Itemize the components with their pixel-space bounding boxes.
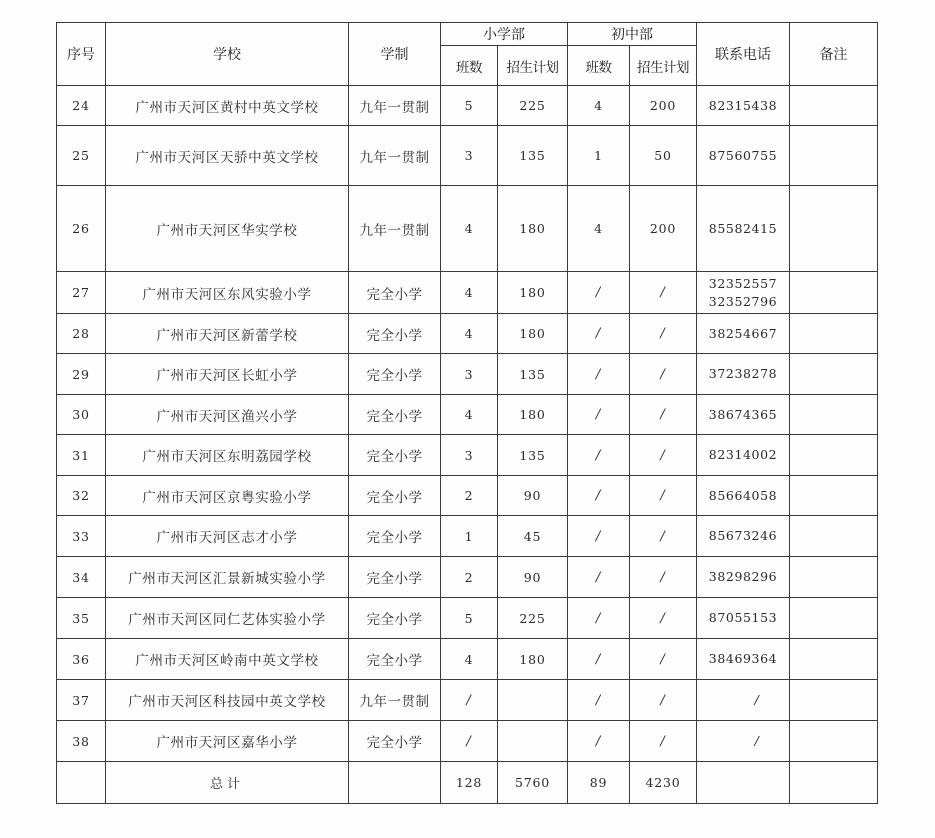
school-name-cell: 广州市天河区新蕾学校 [106, 314, 349, 354]
seq-cell: 24 [57, 86, 106, 126]
phone-cell [697, 314, 790, 354]
header-phone: 联系电话 [697, 23, 790, 86]
junior-plan-cell: / [630, 314, 697, 354]
school-name-cell: 广州市天河区黄村中英文学校 [106, 86, 349, 126]
junior-classes-cell: / [568, 516, 630, 557]
table-row [57, 680, 878, 721]
primary-classes-cell: 4 [441, 395, 498, 435]
school-system-cell: 九年一贯制 [349, 680, 441, 721]
junior-plan-cell: / [630, 395, 697, 435]
junior-classes-cell: / [568, 598, 630, 639]
table-row [57, 557, 878, 598]
junior-plan-cell: / [630, 516, 697, 557]
seq-cell: 25 [57, 126, 106, 186]
primary-classes-cell: 4 [441, 272, 498, 314]
primary-plan-cell: 180 [498, 272, 568, 314]
junior-classes-cell: 4 [568, 86, 630, 126]
school-system-cell: 九年一贯制 [349, 126, 441, 186]
total-phone-cell [697, 762, 790, 804]
phone-number: / [754, 692, 760, 707]
primary-plan-cell: 45 [498, 516, 568, 557]
school-system-cell: 完全小学 [349, 557, 441, 598]
primary-plan-cell: 135 [498, 435, 568, 476]
primary-plan-cell [498, 721, 568, 762]
remark-cell [790, 126, 878, 186]
seq-cell: 29 [57, 354, 106, 395]
primary-classes-cell: 4 [441, 314, 498, 354]
school-name-cell: 广州市天河区嘉华小学 [106, 721, 349, 762]
table-row [57, 86, 878, 126]
school-name-cell: 广州市天河区汇景新城实验小学 [106, 557, 349, 598]
phone-cell [697, 476, 790, 516]
junior-classes-cell: / [568, 557, 630, 598]
primary-classes-cell: 5 [441, 598, 498, 639]
seq-cell: 35 [57, 598, 106, 639]
junior-classes-cell: / [568, 314, 630, 354]
school-system-cell: 完全小学 [349, 395, 441, 435]
primary-classes-cell: 2 [441, 476, 498, 516]
seq-cell: 34 [57, 557, 106, 598]
remark-cell [790, 639, 878, 680]
school-system-cell: 完全小学 [349, 598, 441, 639]
primary-plan-cell: 180 [498, 639, 568, 680]
phone-number: 37238278 [708, 366, 778, 381]
junior-classes-cell: / [568, 435, 630, 476]
primary-classes-cell: 3 [441, 435, 498, 476]
seq-cell: 28 [57, 314, 106, 354]
table-row [57, 272, 878, 314]
phone-number: 87560755 [708, 147, 778, 163]
remark-cell [790, 557, 878, 598]
primary-plan-cell: 225 [498, 598, 568, 639]
header-junior: 初中部 [568, 23, 697, 46]
junior-plan-cell: 50 [630, 126, 697, 186]
phone-cell [697, 557, 790, 598]
remark-cell [790, 435, 878, 476]
remark-cell [790, 476, 878, 516]
school-system-cell: 完全小学 [349, 476, 441, 516]
primary-classes-cell: 2 [441, 557, 498, 598]
header-junior-plan: 招生计划 [630, 46, 697, 86]
school-system-cell: 完全小学 [349, 435, 441, 476]
school-system-cell: 完全小学 [349, 639, 441, 680]
total-primary-plan: 5760 [498, 762, 568, 804]
seq-cell: 36 [57, 639, 106, 680]
phone-cell [697, 598, 790, 639]
table-row [57, 476, 878, 516]
total-remark-cell [790, 762, 878, 804]
table-row [57, 354, 878, 395]
school-system-cell: 完全小学 [349, 721, 441, 762]
school-name-cell: 广州市天河区京粤实验小学 [106, 476, 349, 516]
seq-cell: 33 [57, 516, 106, 557]
table-row [57, 435, 878, 476]
seq-cell: 31 [57, 435, 106, 476]
phone-number: 32352557 [708, 275, 778, 291]
primary-plan-cell: 90 [498, 476, 568, 516]
phone-cell [697, 680, 790, 721]
header-school: 学校 [106, 23, 349, 86]
header-remark: 备注 [790, 23, 878, 86]
primary-classes-cell: 3 [441, 126, 498, 186]
school-name-cell: 广州市天河区科技园中英文学校 [106, 680, 349, 721]
seq-cell: 32 [57, 476, 106, 516]
phone-cell [697, 272, 790, 314]
phone-number: 32352796 [708, 293, 778, 309]
school-system-cell: 九年一贯制 [349, 186, 441, 272]
remark-cell [790, 186, 878, 272]
junior-plan-cell: 200 [630, 186, 697, 272]
phone-cell [697, 516, 790, 557]
seq-cell: 37 [57, 680, 106, 721]
phone-cell [697, 86, 790, 126]
primary-classes-cell: / [441, 721, 498, 762]
junior-classes-cell: / [568, 639, 630, 680]
school-system-cell: 九年一贯制 [349, 86, 441, 126]
junior-classes-cell: / [568, 721, 630, 762]
school-name-cell: 广州市天河区渔兴小学 [106, 395, 349, 435]
remark-cell [790, 680, 878, 721]
phone-number: 38254667 [708, 325, 778, 341]
junior-plan-cell: / [630, 680, 697, 721]
phone-number: 82314002 [708, 447, 778, 462]
junior-classes-cell: 1 [568, 126, 630, 186]
phone-number: 87055153 [708, 610, 778, 625]
school-name-cell: 广州市天河区岭南中英文学校 [106, 639, 349, 680]
remark-cell [790, 86, 878, 126]
school-name-cell: 广州市天河区志才小学 [106, 516, 349, 557]
table-row [57, 516, 878, 557]
header-primary: 小学部 [441, 23, 568, 46]
phone-number: / [754, 733, 760, 748]
total-system-cell [349, 762, 441, 804]
phone-number: 38674365 [708, 406, 778, 422]
junior-plan-cell: / [630, 557, 697, 598]
school-name-cell: 广州市天河区长虹小学 [106, 354, 349, 395]
school-name-cell: 广州市天河区华实学校 [106, 186, 349, 272]
primary-plan-cell: 180 [498, 186, 568, 272]
total-label: 总计 [106, 762, 349, 804]
school-name-cell: 广州市天河区同仁艺体实验小学 [106, 598, 349, 639]
remark-cell [790, 354, 878, 395]
primary-plan-cell: 180 [498, 395, 568, 435]
table-row [57, 126, 878, 186]
seq-cell: 38 [57, 721, 106, 762]
phone-number: 82315438 [708, 97, 778, 113]
remark-cell [790, 314, 878, 354]
table-row [57, 395, 878, 435]
junior-plan-cell: / [630, 639, 697, 680]
table-row [57, 721, 878, 762]
phone-cell [697, 126, 790, 186]
total-row [57, 762, 878, 804]
total-junior-classes: 89 [568, 762, 630, 804]
seq-cell: 27 [57, 272, 106, 314]
primary-classes-cell: 4 [441, 639, 498, 680]
header-seq: 序号 [57, 23, 106, 86]
table-body [57, 86, 878, 762]
phone-number: 85582415 [708, 220, 778, 236]
school-system-cell: 完全小学 [349, 354, 441, 395]
primary-classes-cell: / [441, 680, 498, 721]
primary-plan-cell: 90 [498, 557, 568, 598]
total-junior-plan: 4230 [630, 762, 697, 804]
header-system: 学制 [349, 23, 441, 86]
seq-cell: 30 [57, 395, 106, 435]
junior-plan-cell: / [630, 476, 697, 516]
junior-classes-cell: / [568, 272, 630, 314]
junior-plan-cell: / [630, 354, 697, 395]
header-primary-classes: 班数 [441, 46, 498, 86]
primary-classes-cell: 3 [441, 354, 498, 395]
junior-plan-cell: / [630, 721, 697, 762]
table-row [57, 639, 878, 680]
enrollment-table [56, 22, 878, 804]
phone-number: 85673246 [708, 528, 778, 543]
table-row [57, 314, 878, 354]
junior-plan-cell: / [630, 272, 697, 314]
junior-classes-cell: 4 [568, 186, 630, 272]
seq-cell: 26 [57, 186, 106, 272]
phone-cell [697, 354, 790, 395]
remark-cell [790, 598, 878, 639]
phone-cell [697, 395, 790, 435]
junior-classes-cell: / [568, 476, 630, 516]
phone-cell [697, 186, 790, 272]
junior-plan-cell: / [630, 598, 697, 639]
phone-cell [697, 721, 790, 762]
junior-classes-cell: / [568, 395, 630, 435]
primary-plan-cell: 135 [498, 354, 568, 395]
primary-classes-cell: 5 [441, 86, 498, 126]
phone-number: 38469364 [708, 651, 778, 666]
table-row [57, 186, 878, 272]
header-primary-plan: 招生计划 [498, 46, 568, 86]
phone-number: 85664058 [708, 487, 778, 503]
remark-cell [790, 395, 878, 435]
remark-cell [790, 272, 878, 314]
school-name-cell: 广州市天河区天骄中英文学校 [106, 126, 349, 186]
primary-plan-cell: 135 [498, 126, 568, 186]
phone-number: 38298296 [708, 569, 778, 584]
junior-classes-cell: / [568, 680, 630, 721]
school-name-cell: 广州市天河区东风实验小学 [106, 272, 349, 314]
junior-classes-cell: / [568, 354, 630, 395]
primary-classes-cell: 4 [441, 186, 498, 272]
junior-plan-cell: / [630, 435, 697, 476]
total-seq-cell [57, 762, 106, 804]
header-junior-classes: 班数 [568, 46, 630, 86]
primary-classes-cell: 1 [441, 516, 498, 557]
phone-cell [697, 435, 790, 476]
school-name-cell: 广州市天河区东明荔园学校 [106, 435, 349, 476]
primary-plan-cell: 180 [498, 314, 568, 354]
remark-cell [790, 516, 878, 557]
school-system-cell: 完全小学 [349, 272, 441, 314]
remark-cell [790, 721, 878, 762]
header-row-top [57, 23, 878, 46]
primary-plan-cell [498, 680, 568, 721]
school-system-cell: 完全小学 [349, 516, 441, 557]
phone-cell [697, 639, 790, 680]
primary-plan-cell: 225 [498, 86, 568, 126]
school-system-cell: 完全小学 [349, 314, 441, 354]
junior-plan-cell: 200 [630, 86, 697, 126]
total-primary-classes: 128 [441, 762, 498, 804]
table-row [57, 598, 878, 639]
